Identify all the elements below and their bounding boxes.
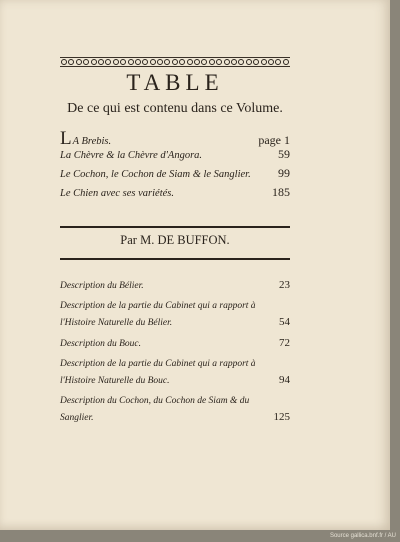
entry-page: 59 (278, 147, 290, 161)
entry-title: Description de la partie du Cabinet qui a rapport à (60, 301, 256, 311)
entry-title: Description du Bouc. (60, 339, 142, 349)
contents-entry (60, 128, 290, 147)
header-ornament (60, 57, 290, 67)
contents-entry (60, 147, 290, 166)
buffon-entry (60, 298, 290, 331)
entry-title-continued: l'Histoire Naturelle du Bouc. (60, 376, 170, 386)
divider-rule-top (60, 226, 290, 228)
drop-cap: L (60, 128, 72, 149)
source-credit: Source gallica.bnf.fr / AU (329, 533, 396, 539)
entry-title: La Chèvre & la Chèvre d'Angora. (60, 150, 203, 161)
entry-title-continued: Sanglier. (60, 413, 94, 423)
entry-title: Description du Cochon, du Cochon de Siam & du (60, 396, 250, 406)
entry-page: 54 (279, 316, 290, 328)
entry-page: 72 (279, 337, 290, 349)
entry-page: page 1 (258, 133, 290, 147)
buffon-entry (60, 356, 290, 389)
divider-rule-bottom (60, 258, 290, 260)
entry-page: 94 (279, 374, 290, 386)
buffon-entries (60, 277, 290, 426)
entry-title: Le Cochon, le Cochon de Siam & le Sanglier. (60, 169, 251, 180)
entry-page: 99 (278, 166, 290, 180)
entry-title: Description du Bélier. (60, 281, 144, 291)
contents-entry (60, 166, 290, 185)
entry-page: 125 (273, 411, 290, 423)
entry-page: 23 (279, 279, 290, 291)
entry-title: Le Chien avec ses variétés. (60, 188, 175, 199)
entry-page: 185 (272, 185, 290, 199)
entry-title: A Brebis. (72, 136, 112, 147)
buffon-entry (60, 393, 290, 426)
entry-title-continued: l'Histoire Naturelle du Bélier. (60, 318, 173, 328)
buffon-entry (60, 277, 290, 294)
page-subtitle: De ce qui est contenu dans ce Volume. (67, 101, 283, 116)
entry-title: Description de la partie du Cabinet qui a rapport à (60, 359, 256, 369)
contents-list (60, 128, 290, 204)
page-title: TABLE (126, 70, 224, 95)
contents-entry (60, 185, 290, 204)
buffon-entry (60, 335, 290, 352)
author-byline: Par M. DE BUFFON. (120, 233, 230, 247)
